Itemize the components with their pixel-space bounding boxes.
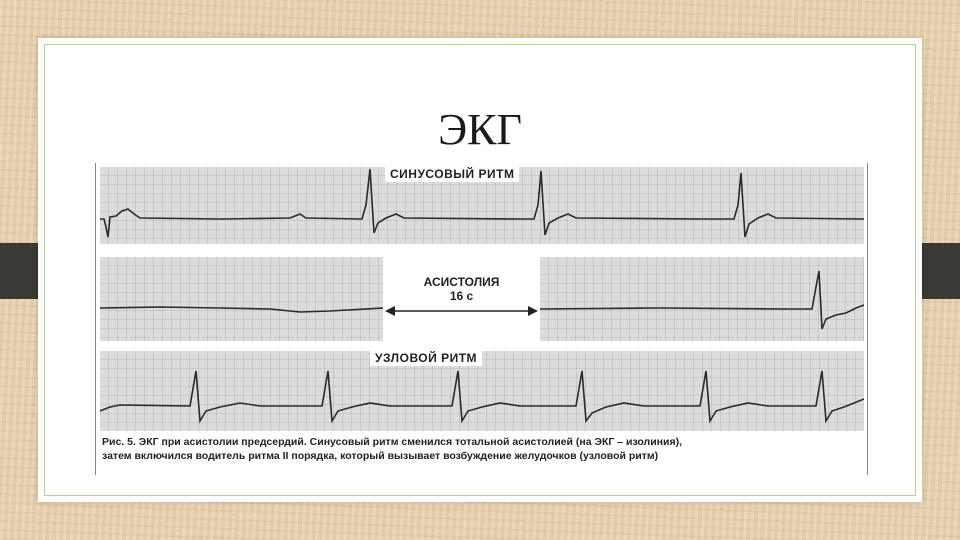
caption-line-2: затем включился водитель ритма II порядка, который вызывает возбуждение желудочков (узловой ритм) xyxy=(102,450,659,462)
ecg-strip-asystole-right xyxy=(540,257,864,341)
duration-arrow-icon xyxy=(383,257,540,341)
ecg-strip-asystole-left xyxy=(100,257,383,341)
asystole-gap xyxy=(383,257,540,341)
ecg-strip-junctional xyxy=(100,351,864,431)
figure-caption xyxy=(102,435,862,463)
strip-label-sinus: СИНУСОВЫЙ РИТМ xyxy=(385,166,519,182)
slide-title: ЭКГ xyxy=(438,105,522,154)
strip-label-junctional: УЗЛОВОЙ РИТМ xyxy=(370,350,482,366)
ecg-trace-asystole-right xyxy=(540,257,864,341)
ecg-figure xyxy=(95,163,868,475)
ecg-strip-sinus xyxy=(100,167,864,244)
ecg-trace-asystole-left xyxy=(100,257,383,341)
asystole-label: АСИСТОЛИЯ xyxy=(423,275,500,289)
asystole-duration: 16 с xyxy=(449,289,474,303)
caption-line-1: Рис. 5. ЭКГ при асистолии предсердий. Синусовый ритм сменился тотальной асистолией (на ЭКГ – изолиния), xyxy=(102,436,683,448)
